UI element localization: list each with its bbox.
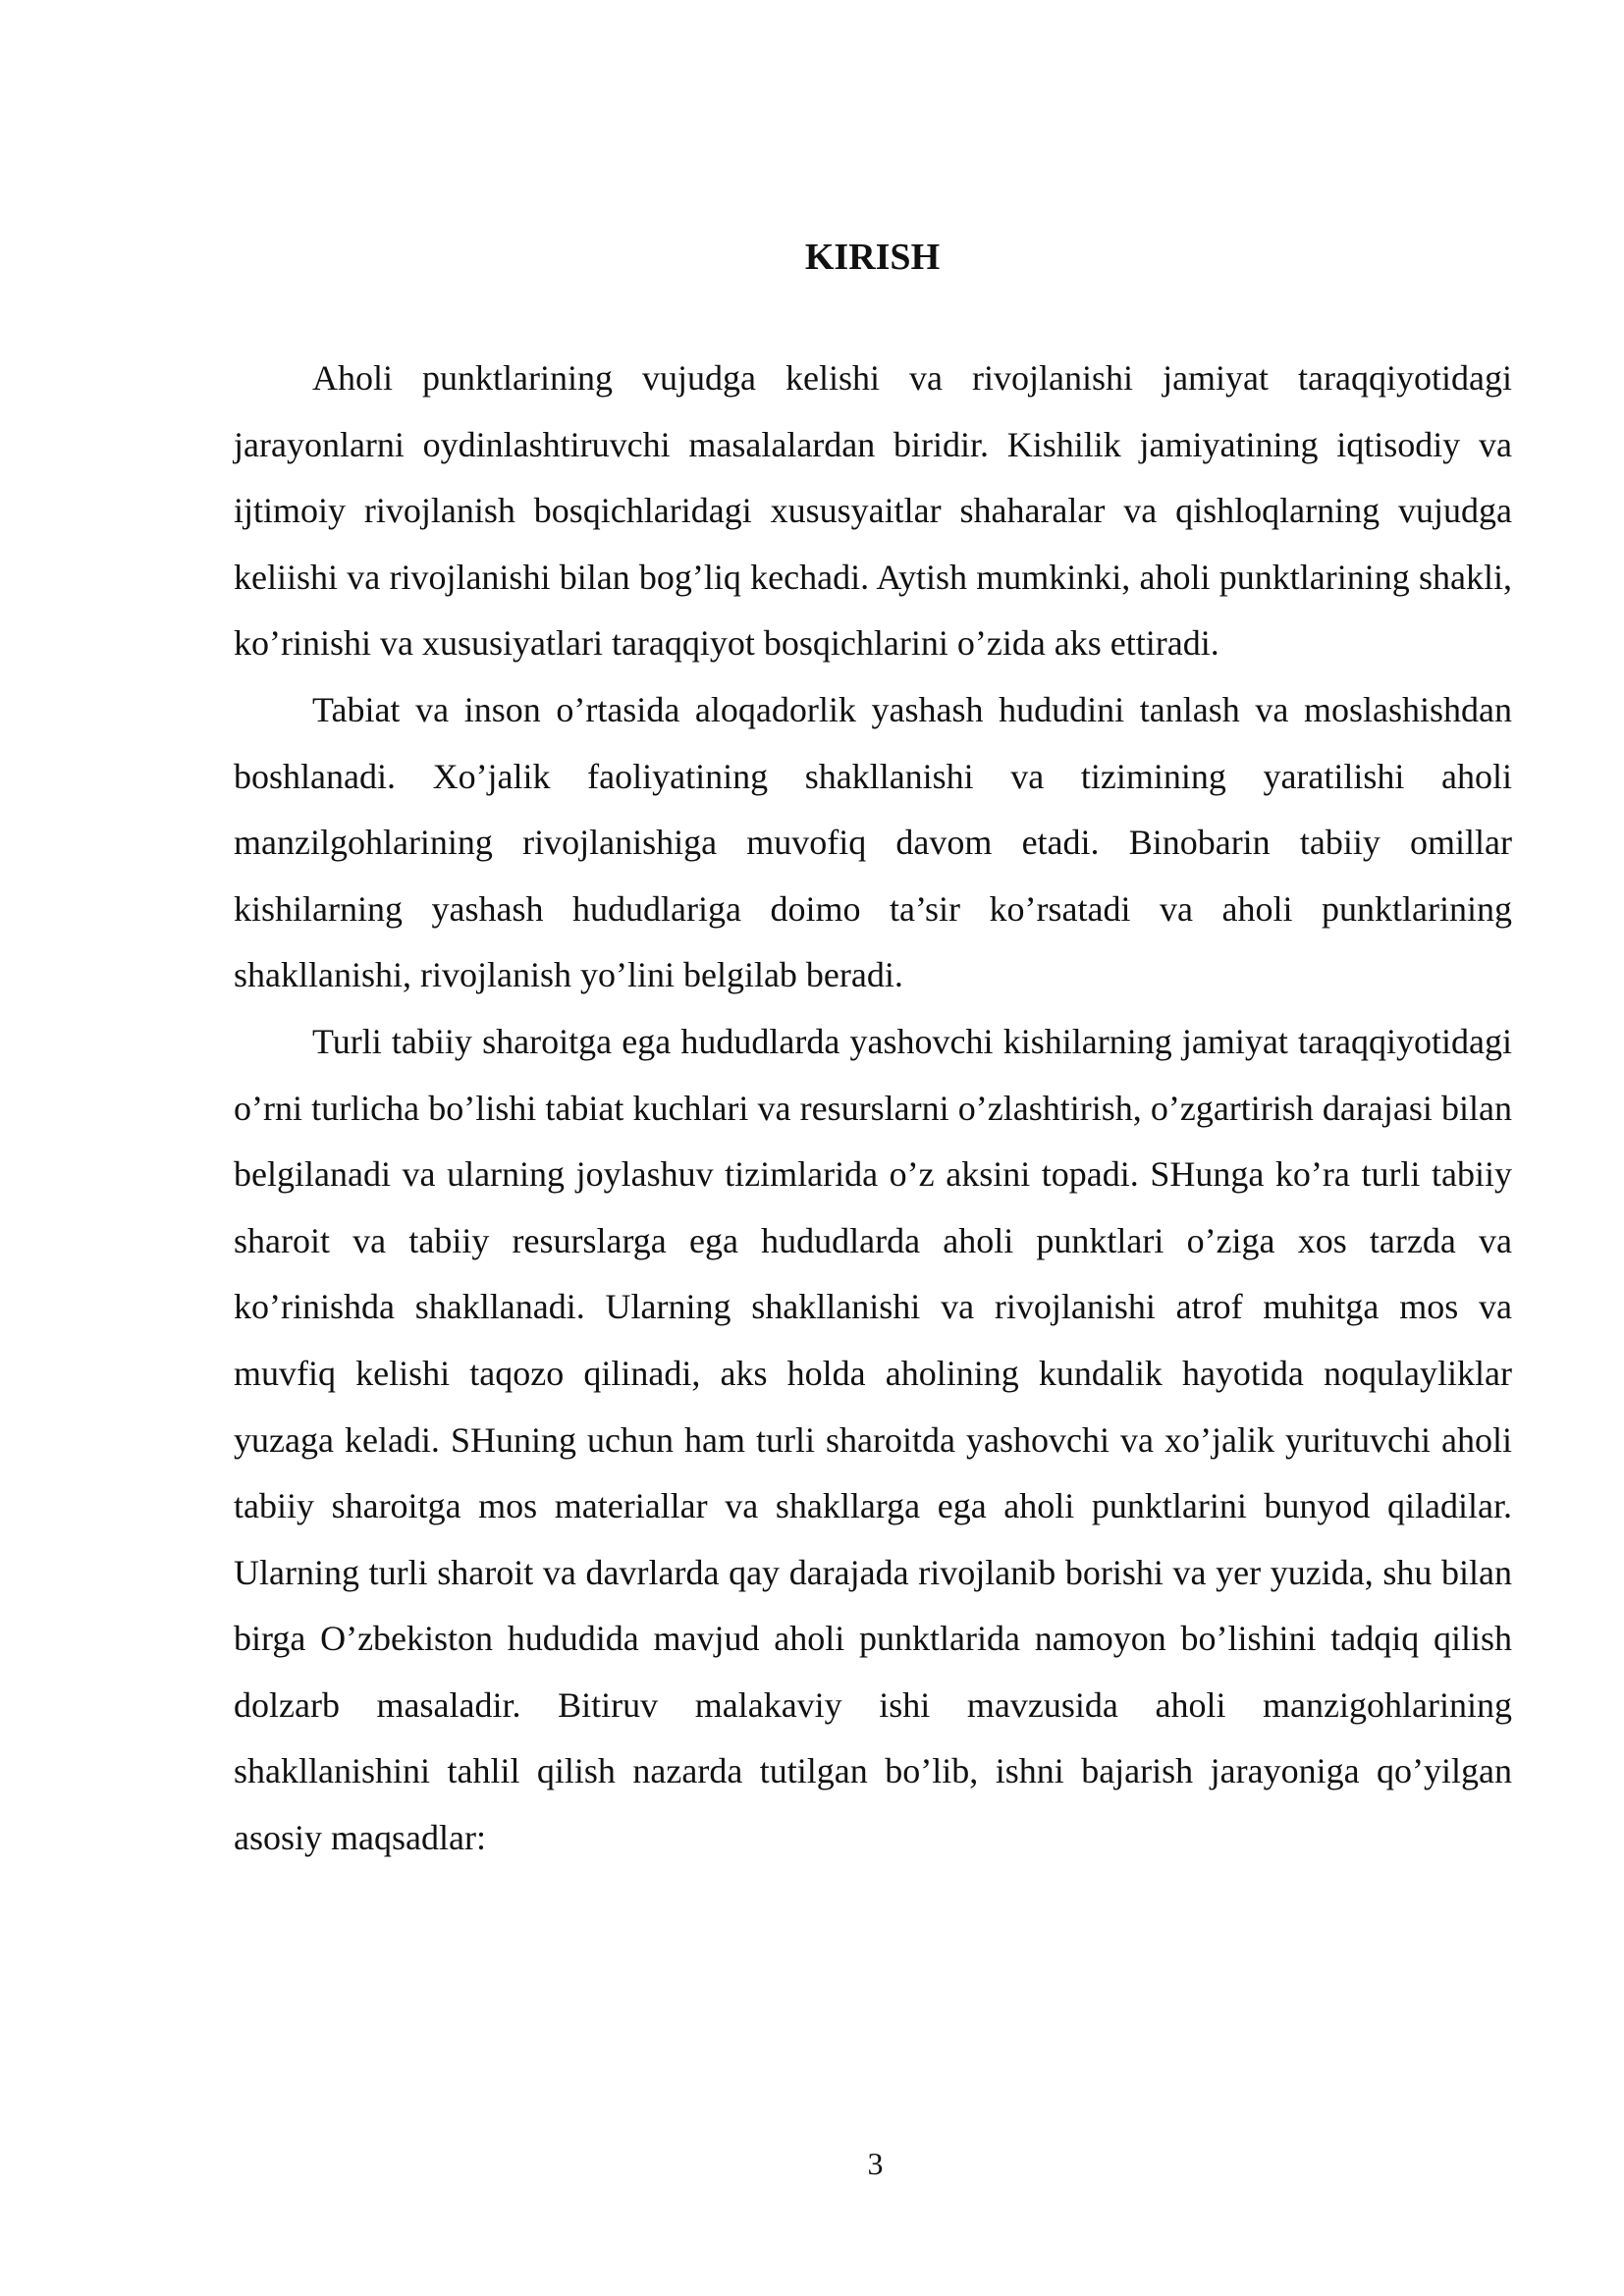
page-number: 3 <box>867 2146 884 2181</box>
body-text <box>234 346 1512 1872</box>
paragraph-intro: Aholi punktlarining vujudga kelishi va rivojlanishi jamiyat taraqqiyotidagi jarayonlarni oydinlashtiruvchi masalalardan biridir. Kishilik jamiyatining iqtisodiy va ijtimoiy rivojlanish bosqichlaridagi xususyaitlar shaharalar va qishloqlarning vujudga keliishi va rivojlanishi bilan bog’liq kechadi. Aytish mumkinki, aholi punktlarining shakli, ko’rinishi va xususiyatlari taraqqiyot bosqichlarini o’zida aks ettiradi. <box>234 358 1512 664</box>
paragraph-natural-conditions: Turli tabiiy sharoitga ega hududlarda yashovchi kishilarning jamiyat taraqqiyotidagi o’rni turlicha bo’lishi tabiat kuchlari va resurslarni o’zlashtirish, o’zgartirish darajasi bilan belgilanadi va ularning joylashuv tizimlarida o’z aksini topadi. SHunga ko’ra turli tabiiy sharoit va tabiiy resurslarga ega hududlarda aholi punktlari o’ziga xos tarzda va ko’rinishda shakllanadi. Ularning shakllanishi va rivojlanishi atrof muhitga mos va muvfiq kelishi taqozo qilinadi, aks holda aholining kundalik hayotida noqulayliklar yuzaga keladi. SHuning uchun ham turli sharoitda yashovchi va xo’jalik yurituvchi aholi tabiiy sharoitga mos materiallar va shakllarga ega aholi punktlarini bunyod qiladilar. Ularning turli sharoit va davrlarda qay darajada rivojlanib borishi va yer yuzida, shu bilan birga O’zbekiston hududida mavjud aholi punktlarida namoyon bo’lishini tadqiq qilish dolzarb masaladir. Bitiruv malakaviy ishi mavzusida aholi manzigohlarining shakllanishini tahlil qilish nazarda tutilgan bo’lib, ishni bajarish jarayoniga qo’yilgan asosiy maqsadlar: <box>234 1021 1512 1858</box>
section-heading: KIRISH <box>804 237 941 278</box>
paragraph-nature-and-people: Tabiat va inson o’rtasida aloqadorlik yashash hududini tanlash va moslashishdan boshlanadi. Xo’jalik faoliyatining shakllanishi va tizimining yaratilishi aholi manzilgohlarining rivojlanishiga muvofiq davom etadi. Binobarin tabiiy omillar kishilarning yashash hududlariga doimo ta’sir ko’rsatadi va aholi punktlarining shakllanishi, rivojlanish yo’lini belgilab beradi. <box>234 689 1512 995</box>
